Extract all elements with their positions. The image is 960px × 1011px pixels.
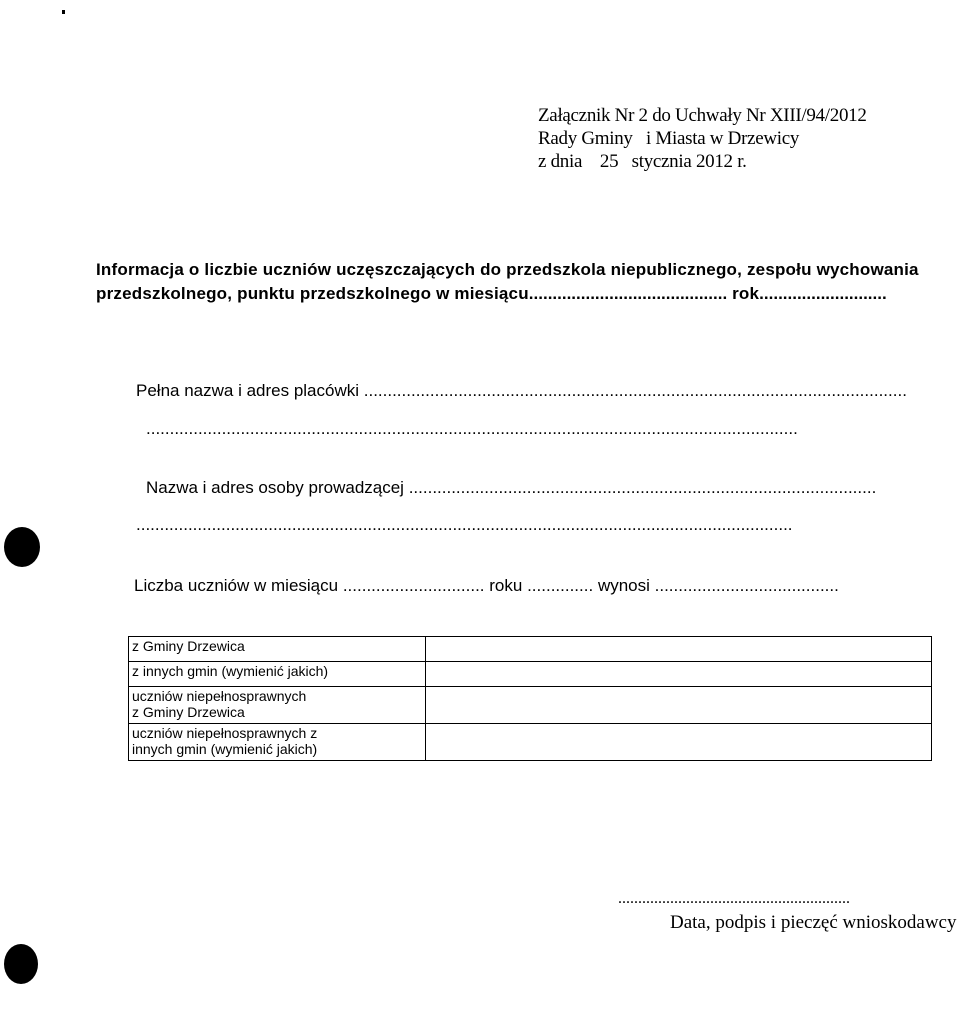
title-line-2 [96, 282, 926, 306]
row-label-line: innych gmin (wymienić jakich) [132, 741, 318, 757]
student-statistics-table [128, 636, 932, 761]
operator-fill-line[interactable]: ................................................................................................... [408, 478, 877, 497]
count-year-label: roku [489, 576, 523, 595]
row-label-line: z Gminy Drzewica [132, 704, 245, 720]
title-year-label: rok [732, 284, 760, 303]
header-line: Rady Gminy i Miasta w Drzewicy [538, 128, 800, 149]
header-line: Załącznik Nr 2 do Uchwały Nr XIII/94/2012 [538, 105, 867, 126]
table-row [129, 724, 932, 761]
row-label: z Gminy Drzewica [129, 637, 426, 662]
facility-field [136, 381, 907, 401]
signature-fill-line[interactable]: .......................................................... [618, 890, 850, 907]
facility-field-continued [146, 419, 798, 439]
count-total-fill-line[interactable]: ....................................... [654, 576, 839, 595]
facility-fill-line[interactable]: ................................................................................................................... [363, 381, 907, 400]
row-label [129, 687, 426, 724]
signature-label: Data, podpis i pieczęć wnioskodawcy [670, 912, 957, 933]
student-count-field [134, 576, 839, 596]
row-value-cell[interactable] [426, 724, 932, 761]
facility-fill-line-2[interactable]: .......................................................................................................................................... [146, 419, 798, 438]
table-row [129, 687, 932, 724]
operator-fill-line-2[interactable]: ........................................................................................................................................... [136, 515, 793, 534]
title-month-label: przedszkolnego, punktu przedszkolnego w miesiącu [96, 284, 529, 303]
row-label [129, 724, 426, 761]
count-total-label: wynosi [597, 576, 650, 595]
header-line: z dnia 25 stycznia 2012 r. [538, 151, 747, 172]
row-label: z innych gmin (wymienić jakich) [129, 662, 426, 687]
year-fill-line[interactable]: ........................... [759, 284, 887, 303]
operator-field-continued [136, 515, 793, 535]
count-year-fill-line[interactable]: .............. [527, 576, 594, 595]
operator-field [146, 478, 876, 498]
count-label: Liczba uczniów w miesiącu [134, 576, 339, 595]
title-line-1: Informacja o liczbie uczniów uczęszczających do przedszkola niepublicznego, zespołu wychowania [96, 260, 919, 279]
document-title [96, 258, 926, 306]
operator-label: Nazwa i adres osoby prowadzącej [146, 478, 404, 497]
row-label-line: uczniów niepełnosprawnych z [132, 725, 318, 741]
row-value-cell[interactable] [426, 687, 932, 724]
row-value-cell[interactable] [426, 637, 932, 662]
row-value-cell[interactable] [426, 662, 932, 687]
scan-mark [62, 10, 65, 14]
month-fill-line[interactable]: .......................................... [528, 284, 728, 303]
punch-hole [4, 527, 40, 567]
table-row [129, 637, 932, 662]
attachment-header [538, 104, 867, 173]
facility-label: Pełna nazwa i adres placówki [136, 381, 360, 400]
count-month-fill-line[interactable]: .............................. [342, 576, 485, 595]
table-row [129, 662, 932, 687]
row-label-line: uczniów niepełnosprawnych [132, 688, 307, 704]
punch-hole [4, 944, 38, 984]
